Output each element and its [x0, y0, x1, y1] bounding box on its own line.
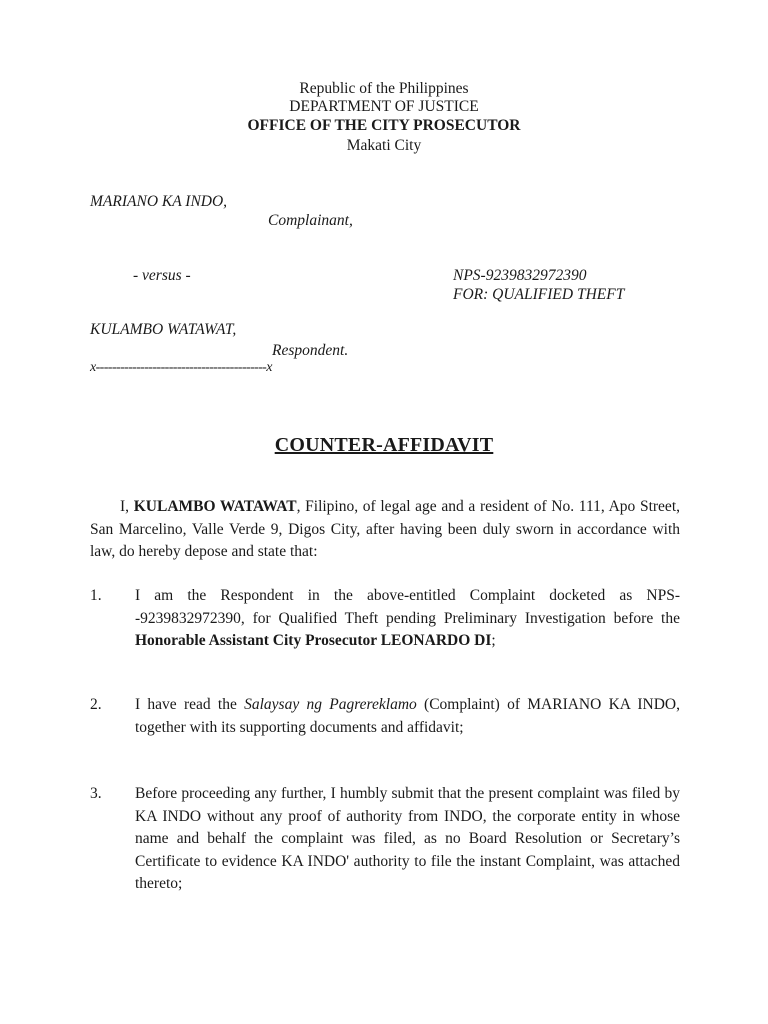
header-office: OFFICE OF THE CITY PROSECUTOR: [247, 117, 521, 134]
intro-prefix: I,: [120, 498, 130, 515]
paragraph-2: [135, 694, 680, 739]
paragraph-2-text: I have read the: [135, 696, 245, 713]
header-department: DEPARTMENT OF JUSTICE: [289, 98, 479, 115]
intro-rest: , Filipino, of legal age and a resident of No. 111, Apo Street, San Marcelino, Valle Verde 9, Digos City, after having been duly sworn in accordance with law, do hereby depose and state that:: [90, 498, 680, 560]
complainant-name: MARIANO KA INDO,: [90, 193, 228, 210]
paragraph-1: [135, 585, 680, 653]
respondent-name: KULAMBO WATAWAT,: [90, 321, 237, 338]
affiant-name: KULAMBO WATAWAT: [133, 498, 297, 515]
document-title: COUNTER-AFFIDAVIT: [274, 434, 494, 456]
case-charge: FOR: QUALIFIED THEFT: [453, 286, 625, 303]
header-republic: Republic of the Philippines: [299, 80, 469, 97]
complainant-role: Complainant,: [268, 212, 353, 229]
paragraph-2-end: (Complaint) of MARIANO KA INDO, together with its supporting documents and affidavit;: [135, 696, 680, 736]
paragraph-number: 1.: [90, 587, 102, 604]
header-city: Makati City: [346, 137, 422, 154]
paragraph-number: 3.: [90, 785, 102, 802]
case-number: NPS-9239832972390: [453, 267, 587, 284]
complaint-title: Salaysay ng Pagrereklamo: [244, 696, 417, 713]
respondent-role: Respondent.: [272, 342, 349, 359]
prosecutor-name: Honorable Assistant City Prosecutor LEONARDO DI: [135, 632, 492, 649]
versus-label: - versus -: [133, 267, 191, 284]
paragraph-number: 2.: [90, 696, 102, 713]
paragraph-3: Before proceeding any further, I humbly submit that the present complaint was filed by KA INDO without any proof of authority from INDO, the corporate entity in whose name and behalf the complaint was filed, as no Board Resolution or Secretary’s Certificate to evidence KA INDO' authority to file the instant Complaint, was attached thereto;: [135, 785, 680, 892]
intro-paragraph: [90, 496, 680, 564]
paragraph-1-text: I am the Respondent in the above-entitled Complaint docketed as NPS--9239832972390, for Qualified Theft pending Preliminary Investigation before the: [135, 587, 680, 627]
caption-separator: x------------------------------------------x: [90, 360, 272, 375]
paragraph-1-end: ;: [491, 632, 496, 649]
